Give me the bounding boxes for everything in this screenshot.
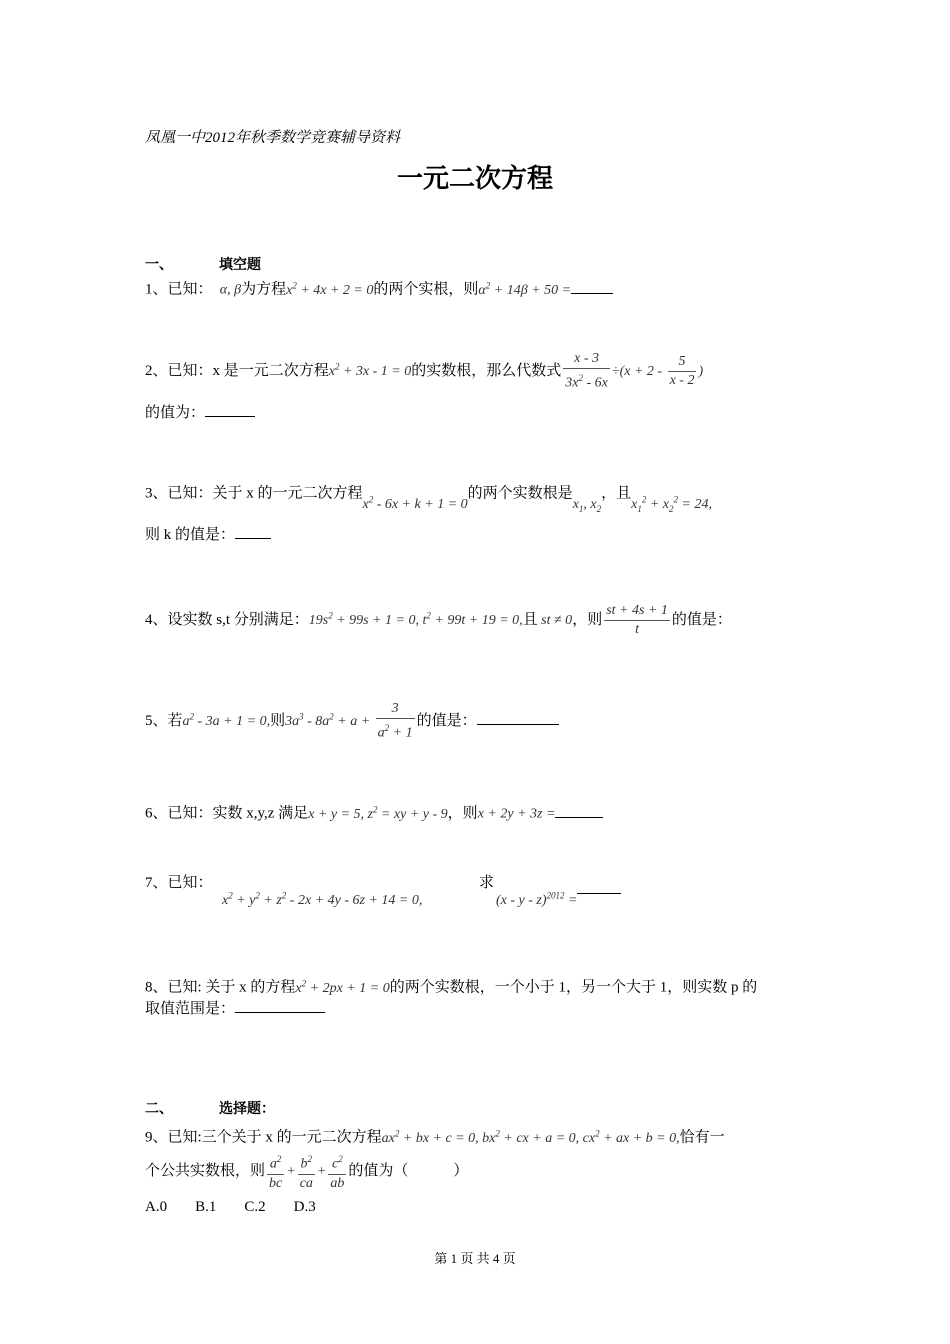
- math-expression: $x_1^2 + x_2^2 = 24$,: [631, 494, 712, 514]
- fraction: $\frac{5}{x - 2}$: [669, 353, 695, 388]
- answer-blank[interactable]: [571, 279, 613, 294]
- question-text: 个公共实数根，则: [145, 1162, 266, 1179]
- question-text: 取值范围是：: [145, 1001, 236, 1017]
- question-2: [145, 350, 703, 393]
- section-heading-1: [145, 254, 261, 274]
- answer-options: [145, 1196, 316, 1218]
- fraction: $\frac{st + 4s + 1}{t}$: [606, 603, 668, 637]
- section-number: 二、: [145, 1101, 173, 1117]
- section-label: 选择题：: [219, 1101, 275, 1117]
- question-text: 恰有一: [679, 1129, 725, 1146]
- page-title: 一元二次方程: [396, 164, 553, 194]
- question-3-line-2: [145, 524, 271, 546]
- question-6: [145, 798, 603, 826]
- question-text: 且: [522, 611, 538, 628]
- question-text: 求: [479, 875, 495, 891]
- question-text: 的值为：: [145, 405, 206, 421]
- fraction: $\frac{x - 3}{3x^2 - 6x}$: [565, 351, 608, 391]
- math-expression: $x_1$, $x_2$: [572, 496, 602, 514]
- math-expression: $x^2 + y^2 + z^2 - 2x + 4y - 6z + 14 = 0$,: [222, 890, 423, 908]
- question-text: 的值是：: [671, 611, 732, 628]
- question-text: 则: [270, 712, 286, 729]
- math-expression: $19s^2 + 99s + 1 = 0$, $t^2 + 99t + 19 = 0$,: [308, 610, 523, 628]
- question-2-line-2: [145, 402, 255, 424]
- math-expression: $x^2 - 6x + k + 1 = 0$: [362, 494, 468, 512]
- math-expression: ): [698, 363, 704, 379]
- plus-sign: +: [286, 1163, 296, 1179]
- answer-blank[interactable]: [235, 998, 325, 1013]
- question-text: 的两个实数根，一个小于 1，另一个大于 1，则实数 p 的: [389, 979, 758, 996]
- question-8: [145, 972, 757, 1000]
- answer-blank[interactable]: [235, 524, 271, 539]
- question-text: 的值为（ ）: [348, 1162, 469, 1179]
- math-expression: α, β: [216, 282, 242, 298]
- question-text: 9、已知:三个关于 x 的一元二次方程: [145, 1129, 382, 1146]
- question-text: ，则: [447, 805, 478, 822]
- fraction: $\frac{3}{a^2 + 1}$: [377, 701, 413, 741]
- answer-blank[interactable]: [477, 710, 559, 725]
- fraction: $\frac{b^2}{ca}$: [298, 1150, 315, 1193]
- math-expression: $x^2 + 2px + 1 = 0$: [295, 978, 390, 996]
- fraction: $\frac{c^2}{ab}$: [328, 1150, 346, 1193]
- math-expression: (x - y - z)$^{2012}$ =: [496, 890, 578, 908]
- math-expression: $3a^3 - 8a^2 + a$ +: [285, 711, 374, 729]
- question-7-ask: [479, 872, 494, 894]
- fraction: $\frac{a^2}{bc}$: [267, 1150, 284, 1193]
- question-text: 则 k 的值是：: [145, 527, 236, 543]
- option-a[interactable]: A.0: [145, 1199, 168, 1215]
- section-label: 填空题: [219, 257, 261, 273]
- option-d[interactable]: D.3: [293, 1199, 316, 1215]
- question-text: 8、已知: 关于 x 的方程: [145, 979, 296, 996]
- math-expression: $ax^2$ + bx + c = 0, $bx^2$ + cx + a = 0, $cx^2$ + ax + b = 0,: [381, 1128, 680, 1146]
- question-text: ，且: [601, 485, 632, 502]
- math-expression: ÷(x + 2 -: [611, 363, 666, 379]
- question-text: 6、已知：实数 x,y,z 满足: [145, 805, 309, 822]
- question-text: 的值是：: [416, 712, 477, 729]
- question-1: [145, 274, 613, 302]
- question-3: [145, 478, 712, 514]
- question-7-expression: [222, 884, 422, 912]
- question-text: 的两个实数根是: [467, 485, 573, 502]
- section-number: 一、: [145, 257, 173, 273]
- question-8-line-2: [145, 998, 325, 1020]
- question-text: 4、设实数 s,t 分别满足：: [145, 611, 309, 628]
- question-text: 的两个实根，则: [373, 281, 479, 298]
- question-7: [145, 872, 213, 894]
- answer-blank[interactable]: [577, 879, 621, 894]
- page-footer: 第 1 页 共 4 页: [434, 1251, 516, 1266]
- answer-blank[interactable]: [205, 402, 255, 417]
- answer-blank[interactable]: [555, 803, 603, 818]
- math-expression: x + y = 5, $z^2$ = xy + y - 9: [308, 804, 448, 822]
- header-note: 凤凰一中2012年秋季数学竞赛辅导资料: [145, 130, 401, 146]
- math-expression: $a^2 - 3a + 1 = 0$,: [182, 711, 271, 729]
- math-expression: $x^2 + 3x - 1 = 0$: [328, 361, 412, 379]
- question-7-target: [496, 884, 621, 912]
- math-expression: $x^2 + 4x + 2 = 0$: [286, 280, 374, 298]
- section-heading-2: [145, 1098, 275, 1118]
- math-expression: $\alpha^2 + 14\beta + 50$ =: [478, 280, 572, 298]
- question-text: 的实数根，那么代数式: [411, 362, 562, 379]
- question-text: 7、已知：: [145, 875, 213, 891]
- math-expression: x + 2y + 3z =: [477, 806, 556, 822]
- question-text: ，则: [572, 611, 603, 628]
- question-text: 为方程: [241, 281, 287, 298]
- math-expression: st ≠ 0: [537, 612, 573, 628]
- question-4: [145, 602, 732, 639]
- question-text: 1、已知：: [145, 281, 213, 298]
- option-b[interactable]: B.1: [195, 1199, 217, 1215]
- question-text: 5、若: [145, 712, 183, 729]
- question-text: 3、已知：关于 x 的一元二次方程: [145, 485, 363, 502]
- question-text: 2、已知：x 是一元二次方程: [145, 362, 329, 379]
- question-9: [145, 1122, 725, 1150]
- option-c[interactable]: C.2: [244, 1199, 266, 1215]
- question-5: [145, 700, 559, 743]
- plus-sign: +: [316, 1163, 327, 1179]
- question-9-line-2: [145, 1150, 468, 1193]
